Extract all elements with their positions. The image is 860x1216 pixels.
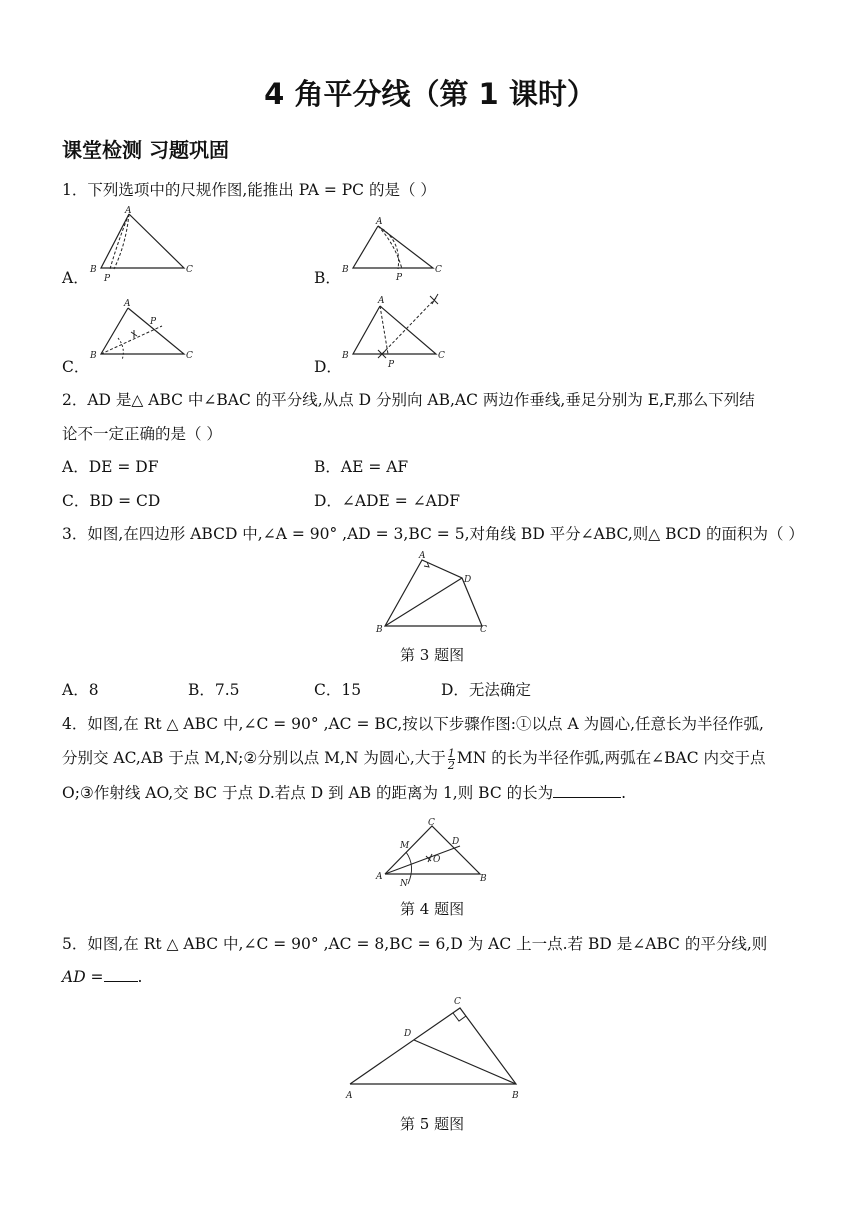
q4-label-d: D (452, 837, 460, 847)
q4-line2 (62, 746, 766, 771)
q4-label-m: M (400, 841, 410, 851)
q3-label-a: A (419, 551, 426, 561)
q5-line2-end: . (137, 968, 143, 986)
q5-label-d: D (404, 1029, 412, 1039)
q3-option-b[interactable]: B．7.5 (188, 681, 240, 699)
q1-figure-c (88, 296, 200, 372)
q4-line1: 4．如图,在 Rt △ ABC 中,∠C = 90° ,AC = BC,按以下步骤作图:①以点 A 为圆心,任意长为半径作弧, (62, 715, 764, 733)
q3-text: 3．如图,在四边形 ABCD 中,∠A = 90° ,AD = 3,BC = 5,对角线 BD 平分∠ABC,则△ BCD 的面积为（ ） (62, 525, 804, 543)
q5-label-a: A (346, 1091, 353, 1101)
q1b-label-p: P (396, 273, 403, 283)
q1c-label-c: C (186, 351, 193, 361)
q4-figure (376, 818, 496, 890)
q1d-label-p: P (388, 360, 395, 370)
q3-option-a[interactable]: A．8 (62, 681, 99, 699)
q1a-label-c: C (186, 265, 193, 275)
q4-line2-end: MN 的长为半径作弧,两弧在∠BAC 内交于点 (456, 749, 766, 767)
q4-line3-end: . (621, 784, 627, 802)
q1c-label-p: P (150, 317, 157, 327)
q4-fraction-den: 2 (447, 758, 455, 772)
q1b-label-a: A (376, 217, 383, 227)
q3-option-c[interactable]: C．15 (314, 681, 362, 699)
q3-option-d[interactable]: D．无法确定 (441, 681, 531, 699)
section-heading: 课堂检测 习题巩固 (62, 138, 229, 162)
q4-label-c: C (428, 818, 435, 828)
q2-option-d[interactable]: D．∠ADE = ∠ADF (314, 492, 461, 510)
q4-fraction (448, 748, 455, 771)
q1-option-c[interactable]: C． (62, 358, 90, 376)
q4-line3 (62, 781, 626, 803)
q1c-label-a: A (124, 299, 131, 309)
q4-line2-start: 分别交 AC,AB 于点 M,N;②分别以点 M,N 为圆心,大于 (62, 749, 446, 767)
q4-line3-text: O;③作射线 AO,交 BC 于点 D.若点 D 到 AB 的距离为 1,则 BC 的长为 (62, 784, 554, 802)
q1-text: 1．下列选项中的尺规作图,能推出 PA = PC 的是（ ） (62, 181, 436, 199)
q4-fraction-num: 1 (447, 746, 455, 760)
q5-figure (340, 990, 540, 1106)
q1-option-b[interactable]: B． (314, 269, 341, 287)
q2-line1: 2．AD 是△ ABC 中∠BAC 的平分线,从点 D 分别向 AB,AC 两边作垂线,垂足分别为 E,F,那么下列结 (62, 391, 755, 409)
q3-label-d: D (464, 575, 472, 585)
q3-caption: 第 3 题图 (400, 646, 465, 664)
q1a-label-b: B (90, 265, 97, 275)
q4-label-n: N (400, 879, 408, 889)
q3-label-b: B (376, 625, 383, 635)
q2-option-b[interactable]: B．AE = AF (314, 458, 409, 476)
q2-option-c[interactable]: C．BD = CD (62, 492, 161, 510)
q4-label-o: O (433, 855, 441, 865)
q1-option-a[interactable]: A． (62, 269, 89, 287)
q5-label-b: B (512, 1091, 519, 1101)
q1a-label-a: A (125, 206, 132, 216)
q1d-label-a: A (378, 296, 385, 306)
q5-line2 (62, 967, 142, 986)
q5-answer-blank[interactable] (104, 967, 138, 982)
q2-line2: 论不一定正确的是（ ） (62, 425, 222, 443)
q4-caption: 第 4 题图 (400, 900, 465, 918)
q1a-label-p: P (104, 274, 111, 284)
q4-label-a: A (376, 872, 383, 882)
q4-label-b: B (480, 874, 487, 884)
page-title: 4 角平分线（第 1 课时） (264, 77, 596, 111)
q5-label-c: C (454, 997, 461, 1007)
q3-label-c: C (480, 625, 487, 635)
q1b-label-c: C (435, 265, 442, 275)
q1-option-d[interactable]: D． (314, 358, 342, 376)
q1d-label-b: B (342, 351, 349, 361)
q1d-label-c: C (438, 351, 445, 361)
q5-line2-text: AD = (62, 968, 104, 986)
q1-figure-b (340, 210, 450, 286)
q3-figure (376, 548, 496, 638)
q2-option-a[interactable]: A．DE = DF (62, 458, 159, 476)
q1-figure-a (88, 206, 200, 286)
q4-answer-blank[interactable] (553, 783, 621, 798)
q5-caption: 第 5 题图 (400, 1115, 465, 1133)
q1c-label-b: B (90, 351, 97, 361)
q5-line1: 5．如图,在 Rt △ ABC 中,∠C = 90° ,AC = 8,BC = 6,D 为 AC 上一点.若 BD 是∠ABC 的平分线,则 (62, 935, 768, 953)
q1-figure-d (340, 292, 452, 376)
q1b-label-b: B (342, 265, 349, 275)
